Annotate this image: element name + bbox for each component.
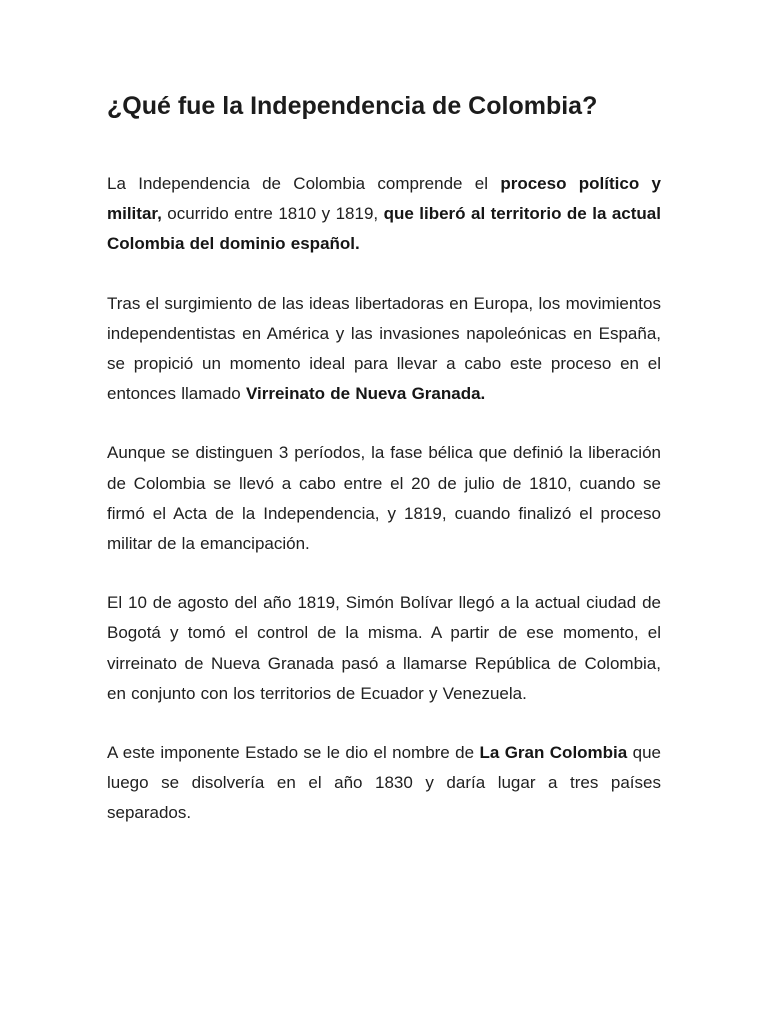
text-segment: El 10 de agosto del año 1819, Simón Bolívar llegó a la actual ciudad de Bogotá y tomó el control de la misma. A partir de ese momento, el virreinato de Nueva Granada pasó a llamarse República de Colombia, en conjunto con los territorios de Ecuador y Venezuela. bbox=[107, 593, 661, 703]
text-segment: A este imponente Estado se le dio el nombre de bbox=[107, 743, 480, 763]
text-segment: Aunque se distinguen 3 períodos, la fase bélica que definió la liberación de Colombia se llevó a cabo entre el 20 de julio de 1810, cuando se firmó el Acta de la Independencia, y 1819, cuando finalizó el proceso militar de la emancipación. bbox=[107, 443, 661, 554]
text-segment: que luego se disolvería en el año 1830 y daría lugar a tres países separados. bbox=[107, 743, 661, 823]
text-segment-bold: La Gran Colombia bbox=[479, 743, 628, 763]
paragraph-context bbox=[107, 289, 661, 410]
text-segment: Tras el surgimiento de las ideas libertadoras en Europa, los movimientos independentistas en América y las invasiones napoleónicas en España, se propició un momento ideal para llevar a cabo este proceso en el entonces llamado bbox=[107, 293, 661, 404]
paragraph-periods bbox=[107, 438, 661, 559]
text-segment-bold: proceso político y militar, bbox=[107, 174, 661, 224]
paragraph-intro bbox=[107, 169, 661, 260]
paragraph-gran-colombia bbox=[107, 738, 661, 829]
text-segment: La Independencia de Colombia comprende el bbox=[107, 174, 501, 193]
page-title: ¿Qué fue la Independencia de Colombia? bbox=[107, 92, 598, 120]
paragraph-bolivar bbox=[107, 588, 661, 709]
text-segment: ocurrido entre 1810 y 1819, bbox=[161, 204, 384, 224]
text-segment-bold: Virreinato de Nueva Granada. bbox=[245, 384, 486, 404]
text-segment-bold: que liberó al territorio de la actual Colombia del dominio español. bbox=[107, 204, 661, 254]
